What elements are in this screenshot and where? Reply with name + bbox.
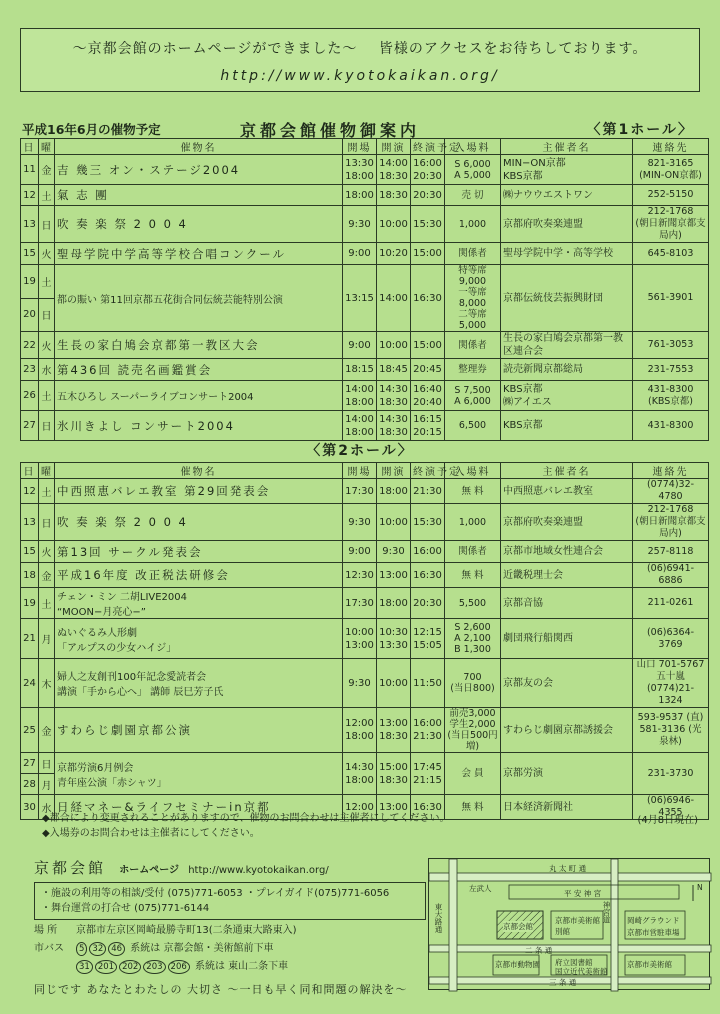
- hall2-header-row: [21, 463, 709, 479]
- hall2-table: [20, 462, 709, 820]
- event-open-time: 14:00 18:00: [343, 411, 377, 441]
- event-contact: 593-9537 (直) 581-3136 (光泉林): [633, 708, 709, 753]
- event-open-time: 9:00: [343, 332, 377, 359]
- event-end-time: 16:00: [411, 541, 445, 563]
- event-contact: 252-5150: [633, 185, 709, 206]
- event-start-time: 18:30: [377, 185, 411, 206]
- event-start-time: 18:00: [377, 588, 411, 619]
- event-row: [21, 265, 709, 299]
- event-start-time: 14:30 18:30: [377, 411, 411, 441]
- event-fee: 無 料: [445, 563, 501, 588]
- event-row: [21, 708, 709, 753]
- event-organizer: 中西照恵バレエ教室: [501, 479, 633, 504]
- column-header: 開演: [377, 463, 411, 479]
- event-end-time: 15:30: [411, 206, 445, 243]
- event-name: すわらじ劇園京都公演: [55, 708, 343, 753]
- event-contact: (06)6941-6886: [633, 563, 709, 588]
- page-title: 京都会館催物御案内: [240, 121, 421, 140]
- bus-label: 市バス: [34, 943, 64, 954]
- column-header: 終演予定: [411, 139, 445, 155]
- map-label-bijutsukan-annex: 京都市美術館別館: [555, 916, 600, 936]
- event-open-time: 17:30: [343, 479, 377, 504]
- event-open-time: 10:00 13:00: [343, 619, 377, 659]
- event-open-time: 13:30 18:00: [343, 155, 377, 185]
- event-name: 第436回 読売名画鑑賞会: [55, 359, 343, 381]
- event-weekday: 日: [39, 411, 55, 441]
- event-weekday: 月: [39, 619, 55, 659]
- map-label-parking: 京都市営駐車場: [627, 928, 680, 937]
- event-open-time: 9:00: [343, 541, 377, 563]
- event-start-time: 18:00: [377, 479, 411, 504]
- event-row: [21, 381, 709, 411]
- event-organizer: KBS京都: [501, 411, 633, 441]
- access-map: [428, 858, 710, 990]
- event-name: 吉 幾三 オン・ステージ2004: [55, 155, 343, 185]
- event-day: 13: [21, 504, 39, 541]
- event-fee: 1,000: [445, 206, 501, 243]
- map-label-nijo: 二 条 通: [525, 946, 553, 955]
- column-header: 終演予定: [411, 463, 445, 479]
- column-header: 主催者名: [501, 139, 633, 155]
- event-organizer: 生長の家白鳩会京都第一教区連合会: [501, 332, 633, 359]
- event-contact: 山口 701-5767 五十嵐 (0774)21-1324: [633, 659, 709, 708]
- event-name: 京都労演6月例会 青年座公演「赤シャツ」: [55, 753, 343, 795]
- event-name: 中西照恵バレエ教室 第29回発表会: [55, 479, 343, 504]
- hall1-table: [20, 138, 709, 441]
- event-weekday: 火: [39, 243, 55, 265]
- column-header: 開場: [343, 463, 377, 479]
- event-contact: (06)6364-3769: [633, 619, 709, 659]
- map-label-sanjo: 三 条 通: [549, 978, 577, 987]
- column-header: 日: [21, 463, 39, 479]
- event-end-time: 16:00 21:30: [411, 708, 445, 753]
- bus-route-badge: 202: [119, 960, 141, 974]
- event-weekday: 土: [39, 588, 55, 619]
- map-label-higashioji: 東大路通: [434, 903, 443, 933]
- event-day: 21: [21, 619, 39, 659]
- banner-headline: [21, 38, 699, 58]
- location-label: 場 所: [34, 925, 58, 936]
- event-end-time: 16:30: [411, 795, 445, 820]
- venue-name: 京都会館: [34, 859, 107, 877]
- event-open-time: 9:30: [343, 206, 377, 243]
- event-fee: 無 料: [445, 479, 501, 504]
- event-day: 26: [21, 381, 39, 411]
- event-organizer: 京都労演: [501, 753, 633, 795]
- event-end-time: 11:50: [411, 659, 445, 708]
- map-label-heian: 平 安 神 宮: [564, 889, 602, 898]
- notes: [42, 811, 450, 841]
- event-weekday: 日: [39, 504, 55, 541]
- map-label-zoo: 京都市動物園: [495, 960, 540, 969]
- note-tickets: ◆入場券のお問合わせは主催者にしてください。: [42, 828, 260, 839]
- event-start-time: 10:00: [377, 504, 411, 541]
- event-fee: 整理券: [445, 359, 501, 381]
- event-organizer: 京都府吹奏楽連盟: [501, 504, 633, 541]
- event-contact: (06)6946-4355: [633, 795, 709, 820]
- announcement-banner: [20, 28, 700, 92]
- event-name: 吹 奏 楽 祭 2 0 0 4: [55, 206, 343, 243]
- event-organizer: KBS京都 ㈱アイエス: [501, 381, 633, 411]
- event-open-time: 18:15: [343, 359, 377, 381]
- event-organizer: 京都市地域女性連合会: [501, 541, 633, 563]
- event-open-time: 9:30: [343, 504, 377, 541]
- event-weekday: 日: [39, 298, 55, 332]
- banner-homepage-notice: 〜京都会館のホームページができました〜: [72, 41, 358, 57]
- event-start-time: 13:00: [377, 795, 411, 820]
- event-start-time: 13:00 18:30: [377, 708, 411, 753]
- event-row: [21, 619, 709, 659]
- homepage-link[interactable]: http://www.kyotokaikan.org/: [188, 865, 329, 876]
- banner-access-notice: 皆様のアクセスをお待ちしております。: [378, 41, 648, 57]
- map-label-ground: 岡崎グラウンド: [627, 916, 680, 925]
- event-end-time: 15:30: [411, 504, 445, 541]
- contact-box: [34, 882, 426, 920]
- event-start-time: 10:30 13:30: [377, 619, 411, 659]
- event-weekday: 土: [39, 265, 55, 299]
- bus-route-badge: 32: [89, 942, 106, 956]
- event-open-time: 12:00 18:00: [343, 708, 377, 753]
- event-organizer: 京都音協: [501, 588, 633, 619]
- event-row: [21, 563, 709, 588]
- bus-stop-2: 系統は 東山二条下車: [194, 961, 289, 972]
- event-organizer: 読売新聞京都総局: [501, 359, 633, 381]
- map-label-marutamachi: 丸 太 町 通: [549, 864, 587, 873]
- column-header: 曜: [39, 463, 55, 479]
- map-label-momaa: 国立近代美術館: [555, 967, 608, 976]
- event-fee: 関係者: [445, 541, 501, 563]
- event-open-time: 18:00: [343, 185, 377, 206]
- event-weekday: 水: [39, 359, 55, 381]
- event-day: 11: [21, 155, 39, 185]
- event-contact: 211-0261: [633, 588, 709, 619]
- event-day: 18: [21, 563, 39, 588]
- event-start-time: 15:00 18:30: [377, 753, 411, 795]
- bus-route-badge: 31: [76, 960, 93, 974]
- event-end-time: 20:30: [411, 185, 445, 206]
- map-label-library: 府立図書館: [555, 958, 593, 967]
- event-weekday: 日: [39, 206, 55, 243]
- event-row: [21, 659, 709, 708]
- hall2-label: 〈第2ホール〉: [306, 443, 414, 459]
- event-day: 12: [21, 185, 39, 206]
- event-row: [21, 504, 709, 541]
- event-weekday: 日: [39, 753, 55, 774]
- event-organizer: 日本経済新聞社: [501, 795, 633, 820]
- event-open-time: 14:00 18:00: [343, 381, 377, 411]
- column-header: 入場料: [445, 139, 501, 155]
- event-row: [21, 332, 709, 359]
- event-contact: (0774)32-4780: [633, 479, 709, 504]
- event-day: 24: [21, 659, 39, 708]
- column-header: 連絡先: [633, 139, 709, 155]
- event-weekday: 木: [39, 659, 55, 708]
- event-day: 15: [21, 243, 39, 265]
- column-header: 主催者名: [501, 463, 633, 479]
- contact-line-1: ・施設の利用等の相談/受付 (075)771-6053 ・プレイガイド(075)771-6056: [41, 888, 390, 899]
- event-contact: 645-8103: [633, 243, 709, 265]
- event-end-time: 12:15 15:05: [411, 619, 445, 659]
- event-contact: 431-8300 (KBS京都): [633, 381, 709, 411]
- bus-routes-1: [76, 943, 127, 954]
- event-day: 19: [21, 265, 39, 299]
- event-name: 氷川きよし コンサート2004: [55, 411, 343, 441]
- event-contact: 231-7553: [633, 359, 709, 381]
- event-start-time: 18:45: [377, 359, 411, 381]
- event-contact: 431-8300: [633, 411, 709, 441]
- location-row: [34, 923, 424, 938]
- event-organizer: 京都友の会: [501, 659, 633, 708]
- event-fee: 5,500: [445, 588, 501, 619]
- event-row: [21, 588, 709, 619]
- event-start-time: 10:00: [377, 206, 411, 243]
- event-fee: 会 員: [445, 753, 501, 795]
- event-weekday: 土: [39, 185, 55, 206]
- bus-row-1: [34, 941, 424, 956]
- event-open-time: 13:15: [343, 265, 377, 332]
- event-fee: 関係者: [445, 332, 501, 359]
- event-name: 第13回 サークル発表会: [55, 541, 343, 563]
- note-inquiries: ◆都合により変更されることがありますので、催物のお問合わせは主催者にしてください。: [42, 813, 450, 824]
- schedule-title: 平成16年6月の催物予定: [22, 122, 161, 137]
- event-fee: 前売3,000 学生2,000 (当日500円増): [445, 708, 501, 753]
- map-label-bijutsukan: 京都市美術館: [627, 960, 672, 969]
- event-day: 30: [21, 795, 39, 820]
- event-row: [21, 243, 709, 265]
- event-end-time: 20:45: [411, 359, 445, 381]
- event-organizer: 京都府吹奏楽連盟: [501, 206, 633, 243]
- event-contact: 761-3053: [633, 332, 709, 359]
- event-name: チェン・ミン 二胡LIVE2004 “MOON−月亮心−”: [55, 588, 343, 619]
- event-start-time: 14:00: [377, 265, 411, 332]
- event-fee: S 6,000 A 5,000: [445, 155, 501, 185]
- event-row: [21, 359, 709, 381]
- event-weekday: 土: [39, 381, 55, 411]
- event-contact: 257-8118: [633, 541, 709, 563]
- event-row: [21, 753, 709, 774]
- event-start-time: 10:00: [377, 659, 411, 708]
- event-day: 15: [21, 541, 39, 563]
- event-fee: 700 (当日800): [445, 659, 501, 708]
- event-day: 22: [21, 332, 39, 359]
- event-open-time: 14:30 18:00: [343, 753, 377, 795]
- bus-route-badge: 206: [168, 960, 190, 974]
- hall1-header: [20, 118, 700, 138]
- event-end-time: 15:00: [411, 243, 445, 265]
- event-end-time: 16:30: [411, 563, 445, 588]
- bus-stop-1: 系統は 京都会館・美術館前下車: [130, 943, 274, 954]
- event-open-time: 17:30: [343, 588, 377, 619]
- homepage-label: ホームページ: [119, 865, 180, 876]
- banner-url-link[interactable]: http://www.kyotokaikan.org/: [220, 68, 500, 84]
- event-organizer: 劇団飛行船関西: [501, 619, 633, 659]
- event-weekday: 火: [39, 541, 55, 563]
- hall1-header-row: [21, 139, 709, 155]
- contact-line-2: ・舞台運営の打合せ (075)771-6144: [41, 903, 210, 914]
- event-name: 聖母学院中学高等学校合唱コンクール: [55, 243, 343, 265]
- column-header: 連絡先: [633, 463, 709, 479]
- event-organizer: 聖母学院中学・高等学校: [501, 243, 633, 265]
- event-day: 13: [21, 206, 39, 243]
- event-contact: 212-1768 (朝日新聞京都支局内): [633, 504, 709, 541]
- event-name: 婦人之友創刊100年記念愛読者会 講演「手から心へ」 講師 辰巳芳子氏: [55, 659, 343, 708]
- bus-route-badge: 203: [143, 960, 165, 974]
- event-end-time: 16:40 20:40: [411, 381, 445, 411]
- event-organizer: ㈱ナウウエストワン: [501, 185, 633, 206]
- event-fee: 6,500: [445, 411, 501, 441]
- event-open-time: 9:00: [343, 243, 377, 265]
- event-weekday: 土: [39, 479, 55, 504]
- event-end-time: 16:00 20:30: [411, 155, 445, 185]
- event-open-time: 12:30: [343, 563, 377, 588]
- event-fee: 無 料: [445, 795, 501, 820]
- column-header: 曜: [39, 139, 55, 155]
- event-name: 氣 志 團: [55, 185, 343, 206]
- event-start-time: 14:30 18:30: [377, 381, 411, 411]
- event-day: 12: [21, 479, 39, 504]
- event-fee: 売 切: [445, 185, 501, 206]
- bus-route-badge: 201: [95, 960, 117, 974]
- event-name: 五木ひろし スーパーライブコンサート2004: [55, 381, 343, 411]
- event-contact: 821-3165 (MIN-ON京都): [633, 155, 709, 185]
- event-end-time: 21:30: [411, 479, 445, 504]
- column-header: 日: [21, 139, 39, 155]
- event-day: 27: [21, 411, 39, 441]
- column-header: 催物名: [55, 463, 343, 479]
- event-weekday: 火: [39, 332, 55, 359]
- event-day: 27: [21, 753, 39, 774]
- event-name: 平成16年度 改正税法研修会: [55, 563, 343, 588]
- map-north-arrow: N: [697, 883, 703, 892]
- column-header: 開場: [343, 139, 377, 155]
- event-fee: 関係者: [445, 243, 501, 265]
- event-organizer: MIN−ON京都 KBS京都: [501, 155, 633, 185]
- bus-route-badge: 46: [108, 942, 125, 956]
- event-weekday: 金: [39, 155, 55, 185]
- event-row: [21, 479, 709, 504]
- event-day: 19: [21, 588, 39, 619]
- location-address: 京都市左京区岡崎最勝寺町13(二条通東大路東入): [76, 925, 297, 936]
- event-name: 吹 奏 楽 祭 2 0 0 4: [55, 504, 343, 541]
- event-name: 日経マネー&ライフセミナーin京都: [55, 795, 343, 820]
- map-label-misc: 左武人: [469, 884, 492, 893]
- event-end-time: 15:00: [411, 332, 445, 359]
- hall1-label: 〈第1ホール〉: [586, 122, 694, 138]
- footer-slogan: 同じです あなたとわたしの 大切さ 〜一日も早く同和問題の解決を〜: [34, 983, 408, 996]
- event-organizer: 京都伝統伎芸振興財団: [501, 265, 633, 332]
- event-row: [21, 541, 709, 563]
- map-label-jingu: 神宮道: [602, 901, 611, 924]
- event-end-time: 17:45 21:15: [411, 753, 445, 795]
- event-open-time: 9:30: [343, 659, 377, 708]
- bus-row-2: [34, 959, 424, 974]
- event-day: 25: [21, 708, 39, 753]
- event-contact: 561-3901: [633, 265, 709, 332]
- event-fee: S 2,600 A 2,100 B 1,300: [445, 619, 501, 659]
- event-fee: 1,000: [445, 504, 501, 541]
- event-name: 生長の家白鳩会京都第一教区大会: [55, 332, 343, 359]
- event-open-time: 12:00: [343, 795, 377, 820]
- column-header: 開演: [377, 139, 411, 155]
- event-name: ぬいぐるみ人形劇 「アルプスの少女ハイジ」: [55, 619, 343, 659]
- event-weekday: 水: [39, 795, 55, 820]
- event-organizer: 近畿税理士会: [501, 563, 633, 588]
- column-header: 入場料: [445, 463, 501, 479]
- event-weekday: 金: [39, 563, 55, 588]
- event-weekday: 金: [39, 708, 55, 753]
- event-start-time: 9:30: [377, 541, 411, 563]
- event-start-time: 14:00 18:30: [377, 155, 411, 185]
- event-end-time: 20:30: [411, 588, 445, 619]
- event-row: [21, 185, 709, 206]
- event-row: [21, 411, 709, 441]
- event-contact: 212-1768 (朝日新聞京都支局内): [633, 206, 709, 243]
- event-organizer: すわらじ劇園京都誘援会: [501, 708, 633, 753]
- event-row: [21, 155, 709, 185]
- venue-info: [34, 857, 424, 974]
- event-start-time: 10:00: [377, 332, 411, 359]
- event-start-time: 13:00: [377, 563, 411, 588]
- event-name: 都の賑い 第11回京都五花街合同伝統芸能特別公演: [55, 265, 343, 332]
- bus-route-badge: 5: [76, 942, 87, 956]
- column-header: 催物名: [55, 139, 343, 155]
- event-contact: 231-3730: [633, 753, 709, 795]
- event-day: 28: [21, 774, 39, 795]
- event-weekday: 月: [39, 774, 55, 795]
- event-end-time: 16:15 20:15: [411, 411, 445, 441]
- event-day: 23: [21, 359, 39, 381]
- event-day: 20: [21, 298, 39, 332]
- map-label-kaikan: 京都会館: [503, 922, 533, 931]
- as-of-date: (4月8日現在): [637, 815, 698, 826]
- event-end-time: 16:30: [411, 265, 445, 332]
- event-fee: S 7,500 A 6,000: [445, 381, 501, 411]
- event-row: [21, 206, 709, 243]
- event-fee: 特等席9,000 一等席8,000 二等席5,000: [445, 265, 501, 332]
- bus-routes-2: [76, 961, 192, 972]
- venue-homepage: [119, 865, 329, 876]
- event-start-time: 10:20: [377, 243, 411, 265]
